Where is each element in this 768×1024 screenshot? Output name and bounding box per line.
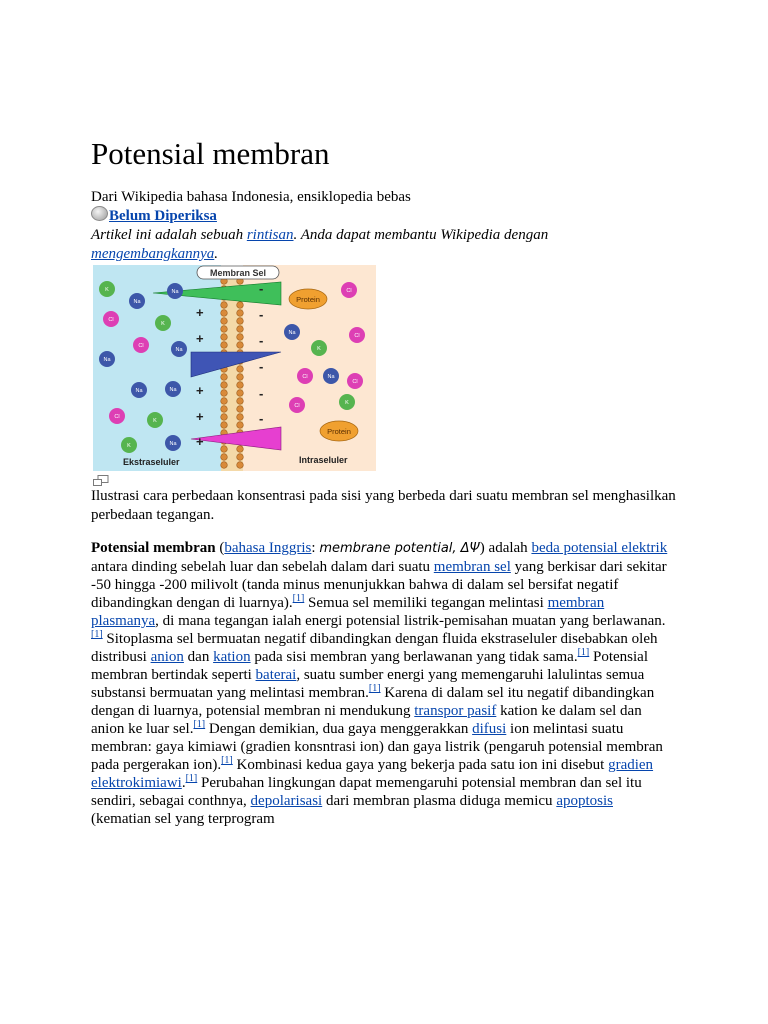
enlarge-icon[interactable] <box>93 475 109 487</box>
gray-circle-icon <box>91 206 108 221</box>
svg-text:Cl: Cl <box>108 317 114 323</box>
svg-text:Na: Na <box>135 388 143 394</box>
stub-suffix: . <box>214 246 219 262</box>
link-bahasa-inggris[interactable]: bahasa Inggris <box>224 540 312 556</box>
reference-link[interactable]: [1] <box>91 629 103 640</box>
link-depolarisasi[interactable]: depolarisasi <box>250 793 323 809</box>
link-membran-plasmanya[interactable]: membran plasmanya <box>91 595 605 629</box>
link-beda-potensial[interactable]: beda potensial elektrik <box>531 540 668 556</box>
link-difusi[interactable]: difusi <box>472 721 507 737</box>
svg-text:Na: Na <box>103 357 111 363</box>
article-body <box>91 539 671 828</box>
body-text: : <box>311 540 320 556</box>
minus-charge: - <box>259 411 264 426</box>
link-transpor-pasif[interactable]: transpor pasif <box>414 703 497 719</box>
link-gradien-elektrokimiawi[interactable]: gradien elektrokimiawi <box>91 757 654 791</box>
minus-charge: - <box>259 359 264 374</box>
expand-link[interactable]: mengembangkannya <box>91 246 215 262</box>
svg-text:Na: Na <box>133 299 141 305</box>
svg-text:Cl: Cl <box>346 288 352 294</box>
article-term: Potensial membran <box>91 540 216 556</box>
reference-link[interactable]: [1] <box>292 593 305 604</box>
reference <box>293 593 305 604</box>
reference-link[interactable]: [1] <box>193 719 206 730</box>
body-text: dari membran plasma diduga memicu <box>322 793 557 809</box>
body-text: ( <box>215 540 225 556</box>
plus-charge: + <box>196 409 204 424</box>
protein-label: Protein <box>296 295 320 304</box>
tagline: Dari Wikipedia bahasa Indonesia, ensiklopedia bebas <box>91 189 411 205</box>
reference-link[interactable]: [1] <box>577 647 590 658</box>
svg-text:Na: Na <box>169 387 177 393</box>
body-text: dan <box>183 649 214 665</box>
svg-text:K: K <box>127 443 131 449</box>
svg-text:Cl: Cl <box>114 414 120 420</box>
body-text: antara dinding sebelah luar dan sebelah dalam dari suatu <box>91 559 434 575</box>
svg-text:Cl: Cl <box>138 343 144 349</box>
stub-notice <box>91 226 631 264</box>
link-anion[interactable]: anion <box>150 649 184 665</box>
membrane-header: Membran Sel <box>209 268 267 278</box>
svg-text:K: K <box>345 400 349 406</box>
svg-text:K: K <box>105 287 109 293</box>
stub-middle: . Anda dapat membantu Wikipedia dengan <box>293 227 549 243</box>
intracellular-label: Intraseluler <box>299 455 348 465</box>
svg-text:Na: Na <box>169 441 177 447</box>
page-title: Potensial membran <box>91 136 330 171</box>
body-text: , di mana tegangan ialah energi potensial listrik-pemisahan muatan yang berlawanan. <box>155 613 666 629</box>
body-text: (kematian sel yang terprogram <box>91 811 275 827</box>
body-text: Karena di dalam sel itu negatif dibandingkan dengan di luarnya, potensial membran ni mendukung <box>91 685 655 719</box>
body-text: yang berkisar dari sekitar -50 hingga -200 milivolt (tanda minus menunjukkan bahwa di dalam sel bersifat negatif dibandingkan dengan di luarnya). <box>91 559 667 611</box>
figure-caption: Ilustrasi cara perbedaan konsentrasi pada sisi yang berbeda dari suatu membran sel menghasilkan perbedaan tegangan. <box>91 488 676 523</box>
body-text: Kombinasi kedua gaya yang bekerja pada satu ion ini disebut <box>232 757 609 773</box>
minus-charge: - <box>259 281 264 296</box>
link-membran-sel[interactable]: membran sel <box>433 559 511 575</box>
svg-text:Cl: Cl <box>352 379 358 385</box>
reference-link[interactable]: [1] <box>185 773 198 784</box>
plus-charge: + <box>196 434 204 449</box>
body-text: Dengan demikian, dua gaya menggerakkan <box>205 721 473 737</box>
extracellular-label: Ekstraseluler <box>123 457 180 467</box>
status-link[interactable]: Belum Diperiksa <box>109 208 217 224</box>
reference <box>186 773 198 784</box>
english-term: membrane potential, ΔΨ <box>319 541 480 556</box>
svg-text:K: K <box>317 346 321 352</box>
reference <box>193 719 205 730</box>
minus-charge: - <box>259 307 264 322</box>
svg-text:Na: Na <box>327 374 335 380</box>
body-text: Sitoplasma sel bermuatan negatif dibandingkan dengan fluida ekstraseluler disebabkan oleh distribusi <box>91 631 658 665</box>
svg-text:K: K <box>161 321 165 327</box>
body-text: , suatu sumber energi yang memengaruhi lalulintas semua substansi bermuatan yang melintasi membran. <box>91 667 645 701</box>
membrane-illustration[interactable] <box>93 265 376 471</box>
svg-text:Cl: Cl <box>294 403 300 409</box>
reference <box>91 629 103 640</box>
body-text: Perubahan lingkungan dapat memengaruhi potensial membran dan sel itu sendiri, sebagai conthnya, <box>91 775 642 809</box>
body-text: pada sisi membran yang berlawanan yang tidak sama. <box>250 649 578 665</box>
reference-link[interactable]: [1] <box>221 755 233 766</box>
minus-charge: - <box>259 386 264 401</box>
stub-link[interactable]: rintisan <box>246 227 294 243</box>
link-apoptosis[interactable]: apoptosis <box>556 793 613 809</box>
stub-prefix: Artikel ini adalah sebuah <box>91 227 247 243</box>
svg-text:Na: Na <box>175 347 183 353</box>
plus-charge: + <box>196 331 204 346</box>
plus-charge: + <box>196 383 204 398</box>
reference <box>369 683 381 694</box>
svg-text:K: K <box>153 418 157 424</box>
review-status <box>91 206 217 226</box>
body-text: Semua sel memiliki tegangan melintasi <box>304 595 548 611</box>
reference <box>221 755 233 766</box>
minus-charge: - <box>259 333 264 348</box>
body-text: . <box>181 775 186 791</box>
svg-text:Cl: Cl <box>302 374 308 380</box>
link-kation[interactable]: kation <box>213 649 251 665</box>
body-text: ion melintasi suatu membran: gaya kimiawi (gradien konsntrasi ion) dan gaya listrik (pengaruh potensial membran pada pergerakan ion). <box>91 721 663 773</box>
reference-link[interactable]: [1] <box>368 683 381 694</box>
svg-text:Cl: Cl <box>354 333 360 339</box>
body-text: ) adalah <box>479 540 532 556</box>
plus-charge: + <box>196 305 204 320</box>
reference <box>578 647 590 658</box>
svg-text:Na: Na <box>288 330 296 336</box>
body-text: Potensial membran bertindak seperti <box>91 649 648 683</box>
body-text: kation ke dalam sel dan anion ke luar sel. <box>91 703 642 737</box>
link-baterai[interactable]: baterai <box>255 667 297 683</box>
svg-text:Na: Na <box>171 289 179 295</box>
protein-label: Protein <box>327 427 351 436</box>
